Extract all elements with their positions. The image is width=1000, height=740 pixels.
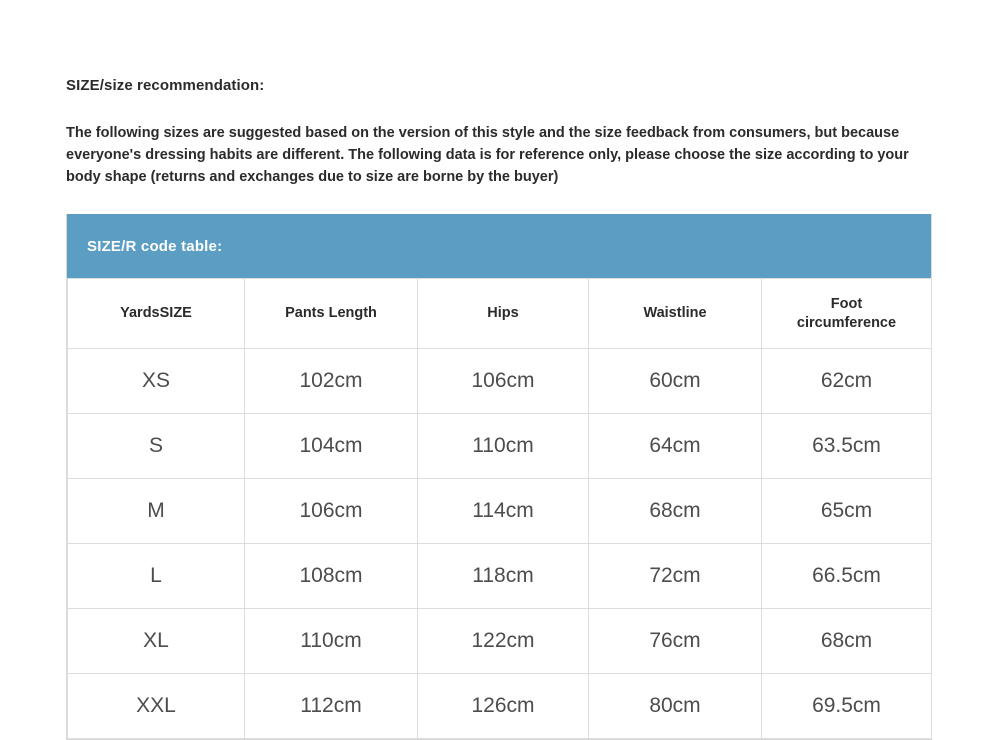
cell-hips: 118cm — [418, 544, 589, 609]
cell-size: XXL — [68, 674, 245, 739]
cell-size: M — [68, 479, 245, 544]
column-header-pants-length: Pants Length — [245, 279, 418, 349]
table-row — [68, 479, 932, 544]
column-header-size: YardsSIZE — [68, 279, 245, 349]
cell-waistline: 72cm — [589, 544, 762, 609]
cell-foot-circumference: 65cm — [762, 479, 932, 544]
cell-waistline: 76cm — [589, 609, 762, 674]
column-header-foot-circumference — [762, 279, 932, 349]
column-header-hips: Hips — [418, 279, 589, 349]
cell-hips: 114cm — [418, 479, 589, 544]
column-header-foot-line2: circumference — [796, 314, 897, 331]
table-row — [68, 674, 932, 739]
size-table-container — [66, 214, 932, 740]
cell-pants-length: 102cm — [245, 349, 418, 414]
cell-pants-length: 104cm — [245, 414, 418, 479]
cell-hips: 110cm — [418, 414, 589, 479]
table-row — [68, 609, 932, 674]
intro-paragraph: The following sizes are suggested based on the version of this style and the size feedback from consumers, but because everyone's dressing habits are different. The following data is for reference only, please choose the size according to your body shape (returns and exchanges due to size are borne by the buyer) — [66, 125, 909, 185]
table-row — [68, 544, 932, 609]
cell-size: XS — [68, 349, 245, 414]
cell-hips: 126cm — [418, 674, 589, 739]
cell-foot-circumference: 66.5cm — [762, 544, 932, 609]
cell-hips: 122cm — [418, 609, 589, 674]
cell-foot-circumference: 62cm — [762, 349, 932, 414]
page-title: SIZE/size recommendation: — [66, 77, 265, 94]
cell-pants-length: 106cm — [245, 479, 418, 544]
cell-size: L — [68, 544, 245, 609]
cell-foot-circumference: 63.5cm — [762, 414, 932, 479]
cell-foot-circumference: 68cm — [762, 609, 932, 674]
cell-pants-length: 112cm — [245, 674, 418, 739]
cell-hips: 106cm — [418, 349, 589, 414]
cell-waistline: 64cm — [589, 414, 762, 479]
cell-size: XL — [68, 609, 245, 674]
table-row — [68, 349, 932, 414]
cell-size: S — [68, 414, 245, 479]
cell-waistline: 60cm — [589, 349, 762, 414]
cell-pants-length: 108cm — [245, 544, 418, 609]
table-row — [68, 414, 932, 479]
size-table-title: SIZE/R code table: — [67, 214, 931, 278]
column-header-waistline: Waistline — [589, 279, 762, 349]
cell-pants-length: 110cm — [245, 609, 418, 674]
size-table — [67, 278, 932, 739]
table-header-row — [68, 279, 932, 349]
cell-foot-circumference: 69.5cm — [762, 674, 932, 739]
cell-waistline: 68cm — [589, 479, 762, 544]
cell-waistline: 80cm — [589, 674, 762, 739]
column-header-foot-line1: Foot — [830, 295, 863, 312]
